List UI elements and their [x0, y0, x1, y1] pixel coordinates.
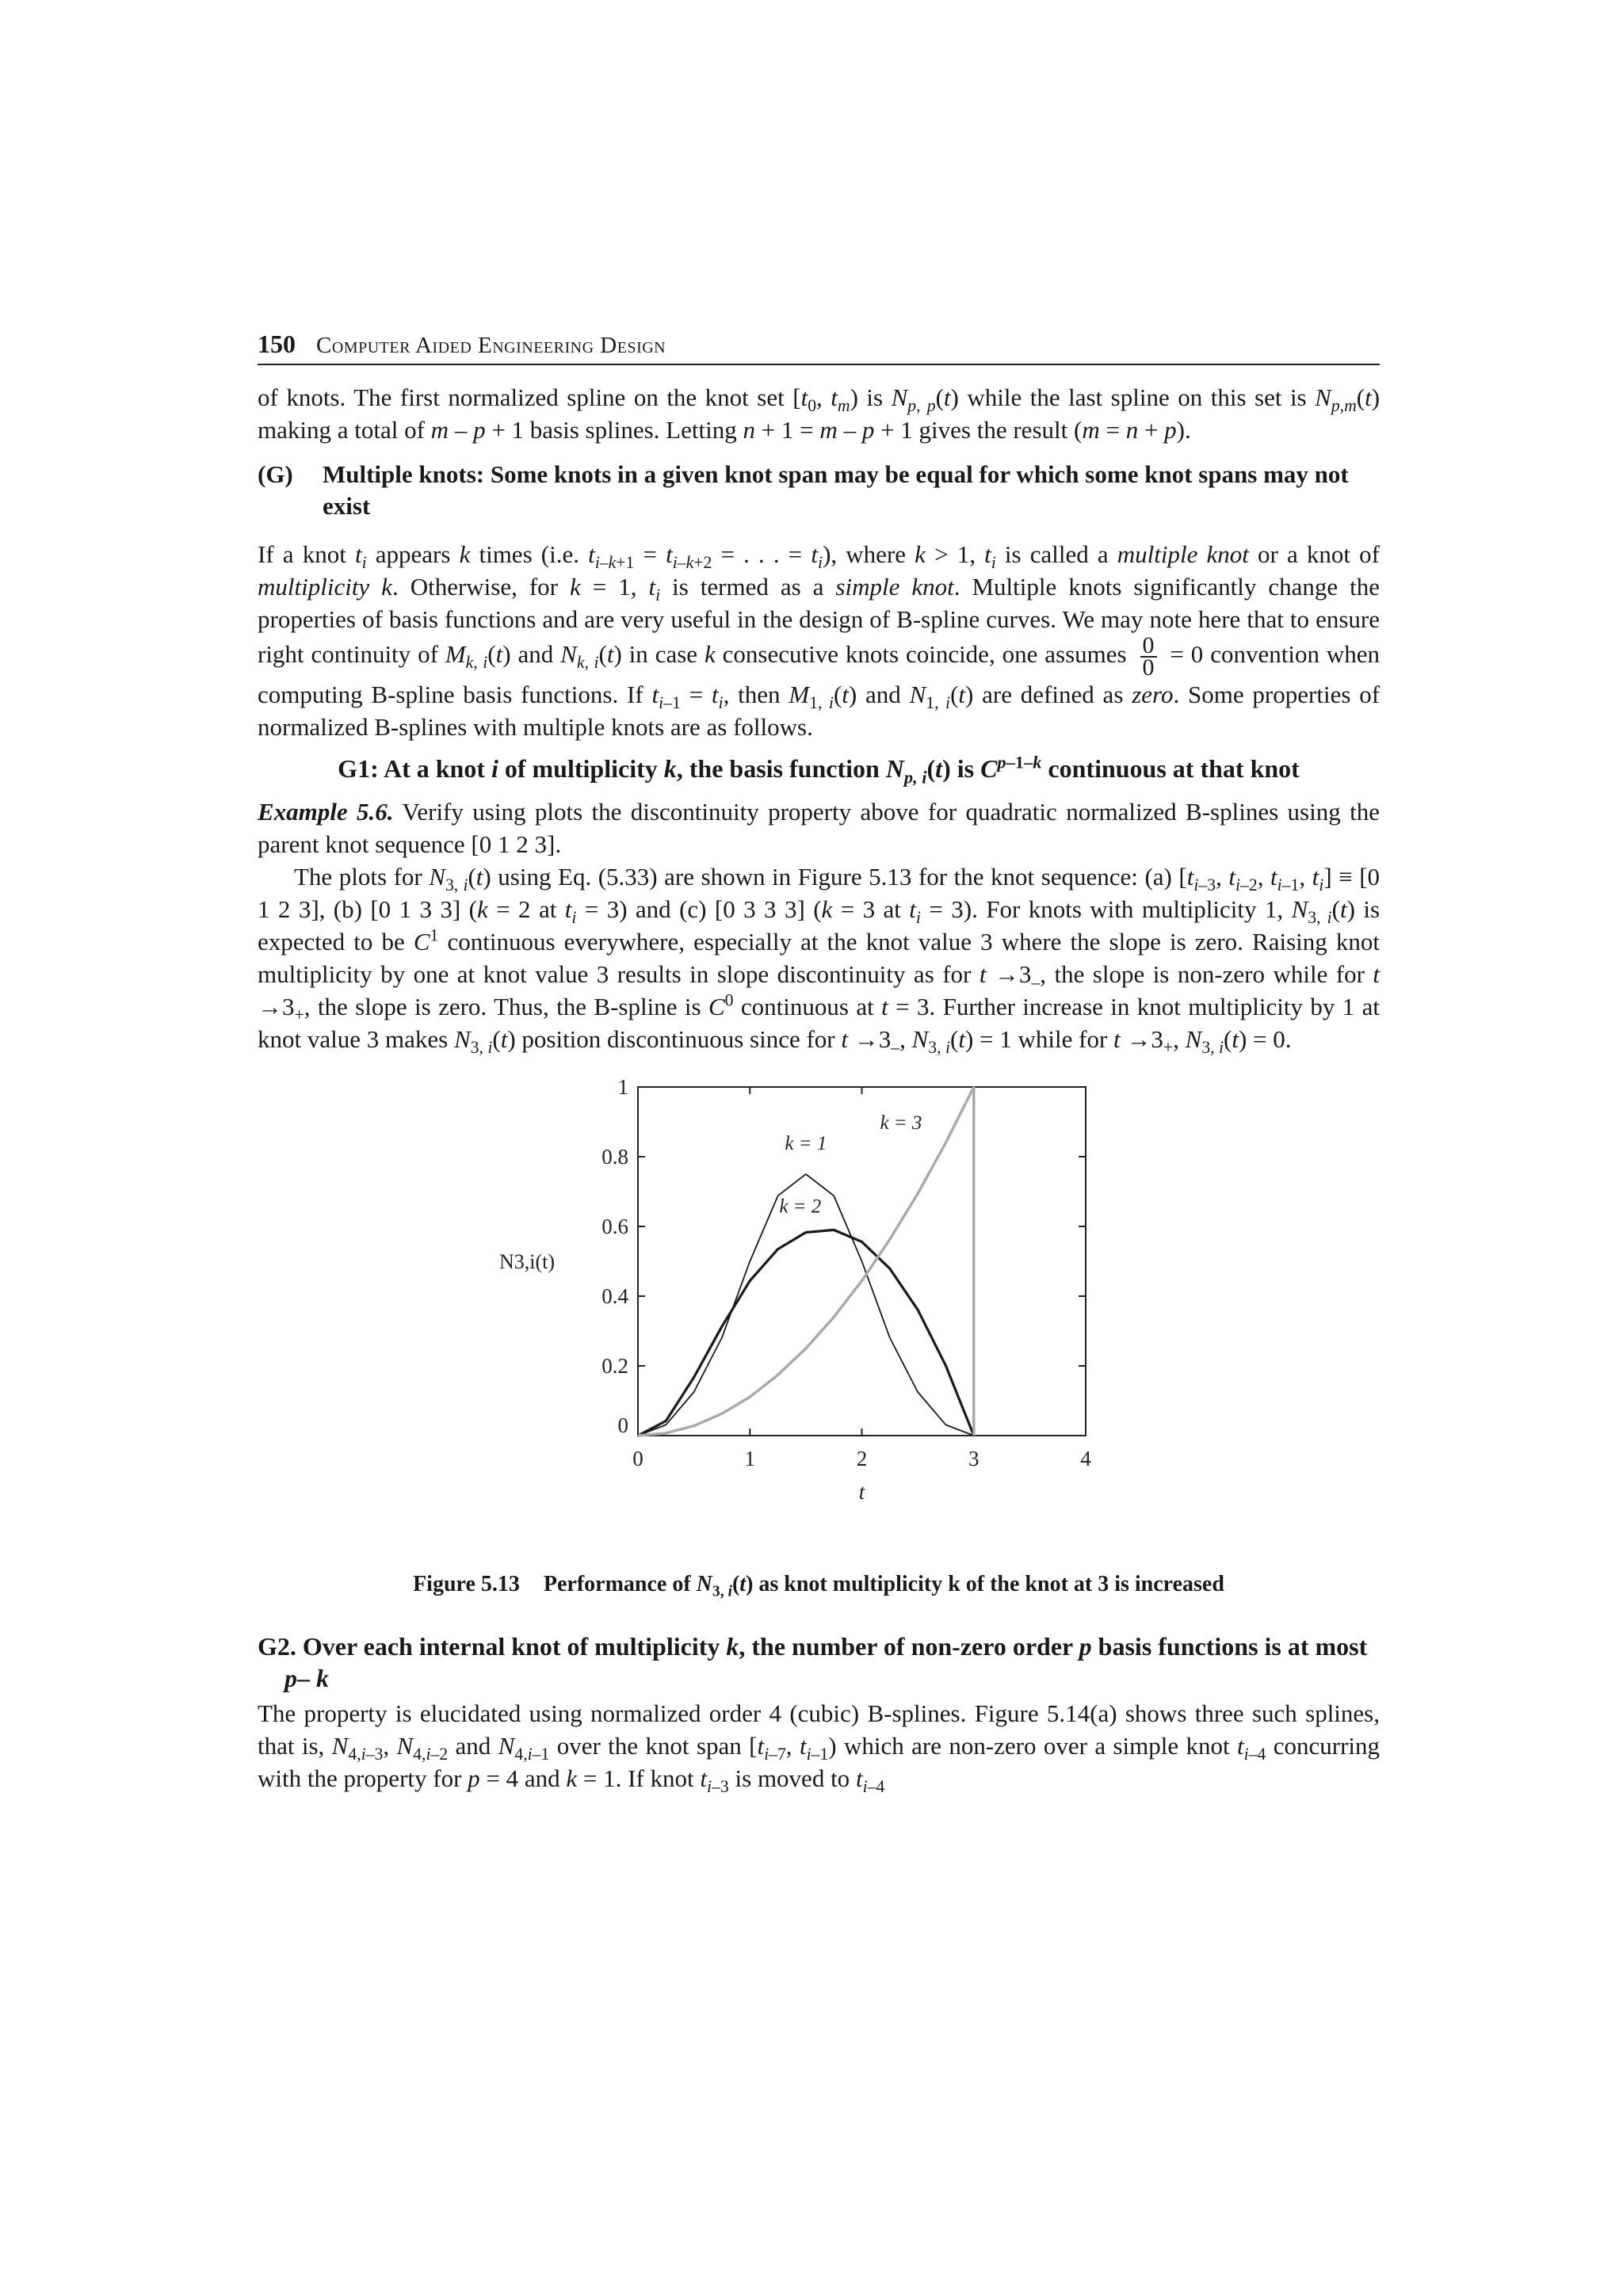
section-g-label: (G): [258, 460, 293, 488]
x-axis-label: t: [858, 1480, 865, 1504]
x-tick-label: 0: [632, 1447, 643, 1470]
multiple-knots-paragraph: If a knot $t_i$ appears k times (i.e. $t_{i-k+1} = t_{i-k+2}$ = . . . = $t_i$), where k > 1, $t_i$ is called a multiple knot or a knot of multiplicity k. Otherwise, for k = 1, $t_i$ is termed as a simple knot. Multiple knots significantly change the properties of basis functions and are very useful in the design of B-spline curves. We may note here that to ensure right continuity of $M_{k, i}(t)$ and $N_{k, i}(t)$ in case k consecutive knots coincide, one assumes $\frac{0}{0}$ = 0 convention when computing B-spline basis functions. If $t_{i-1} = t_i$, then $M_{1, i}(t)$ and $N_{1, i}(t)$ are defined as zero. Some properties of normalized B-splines with multiple knots are as follows.: [258, 540, 1381, 741]
x-tick-label: 3: [968, 1447, 980, 1470]
x-tick-label: 1: [744, 1447, 755, 1470]
y-tick-label: 0.6: [601, 1215, 628, 1238]
chart-ticks: [601, 1079, 1091, 1470]
series-label-3: k = 3: [880, 1112, 922, 1134]
basis-function-chart: [258, 1079, 1380, 1554]
figure-caption: Figure 5.13 Performance of $N_{3, i}(t)$ as knot multiplicity k of the knot at 3 is increased: [413, 1572, 1224, 1600]
example-label: Example 5.6.: [258, 798, 394, 826]
figure-5-13: [258, 1079, 1380, 1570]
chart-labels: [499, 1112, 922, 1504]
zero-over-zero-fraction: $\frac{0}{0}$: [1140, 635, 1157, 678]
g1-heading: G1: At a knot i of multiplicity k, the basis function $N_{p, i}(t)$ is $C^{p-1-k}$ continuous at that knot: [338, 752, 1300, 788]
section-g-title: Multiple knots: Some knots in a given knot span may be equal for which some knot spans may not exist: [323, 460, 1349, 520]
y-tick-label: 1: [617, 1079, 628, 1099]
series-line-2: [638, 1230, 974, 1436]
x-tick-label: 2: [856, 1447, 868, 1470]
y-tick-label: 0.4: [601, 1284, 628, 1308]
g2-paragraph: The property is elucidated using normalized order 4 (cubic) B-splines. Figure 5.14(a) shows three such splines, that is, $N_{4,i-3}$, $N_{4,i-2}$ and $N_{4,i-1}$ over the knot span [$t_{i-7}$, $t_{i-1}$) which are non-zero over a simple knot $t_{i-4}$ concurring with the property for p = 4 and k = 1. If knot $t_{i-3}$ is moved to $t_{i-4}$: [258, 1699, 1381, 1797]
series-label-2: k = 2: [779, 1196, 822, 1218]
intro-paragraph: of knots. The first normalized spline on the knot set [$t_0$, $t_m$) is $N_{p, p}(t)$ while the last spline on this set is $N_{p,m}(t)$ making a total of m – p + 1 basis splines. Letting n + 1 = m – p + 1 gives the result (m = n + p).: [258, 383, 1381, 444]
book-title: Computer Aided Engineering Design: [316, 333, 666, 358]
y-tick-label: 0.2: [601, 1354, 628, 1378]
book-page: [258, 321, 1381, 1797]
y-axis-label: N3,i(t): [498, 1249, 556, 1273]
section-g-heading: [258, 459, 1380, 522]
y-tick-label: 0: [617, 1413, 628, 1437]
figure-label: Figure 5.13: [413, 1572, 520, 1596]
running-head: [258, 321, 1380, 365]
page-number: 150: [258, 330, 296, 358]
g2-heading: G2. Over each internal knot of multiplicity k, the number of non-zero order p basis functions is at most p– k: [258, 1632, 1368, 1692]
series-label-1: k = 1: [785, 1133, 827, 1155]
y-tick-label: 0.8: [601, 1145, 628, 1169]
x-tick-label: 4: [1080, 1447, 1091, 1470]
example-paragraph: Example 5.6. Verify using plots the discontinuity property above for quadratic normalized B-splines using the parent knot sequence [0 1 2 3].: [258, 798, 1380, 858]
plots-paragraph: The plots for $N_{3, i}(t)$ using Eq. (5.33) are shown in Figure 5.13 for the knot sequence: (a) [$t_{i-3}$, $t_{i-2}$, $t_{i-1}$, $t_i] \equiv [0$ 1 2 3], (b) [0 1 3 3] (k = 2 at $t_i = 3$) and (c) [0 3 3 3] (k = 3 at $t_i = 3$). For knots with multiplicity 1, $N_{3, i}(t)$ is expected to be $C^1$ continuous everywhere, especially at the knot value 3 where the slope is zero. Raising knot multiplicity by one at knot value 3 results in slope discontinuity as for $t \to 3_-$, the slope is non-zero while for $t \to 3_+$, the slope is zero. Thus, the B-spline is $C^0$ continuous at t = 3. Further increase in knot multiplicity by 1 at knot value 3 makes $N_{3, i}(t)$ position discontinuous since for $t \to 3_-$, $N_{3, i}(t) = 1$ while for $t \to 3_+$, $N_{3, i}(t) = 0$.: [258, 863, 1381, 1058]
